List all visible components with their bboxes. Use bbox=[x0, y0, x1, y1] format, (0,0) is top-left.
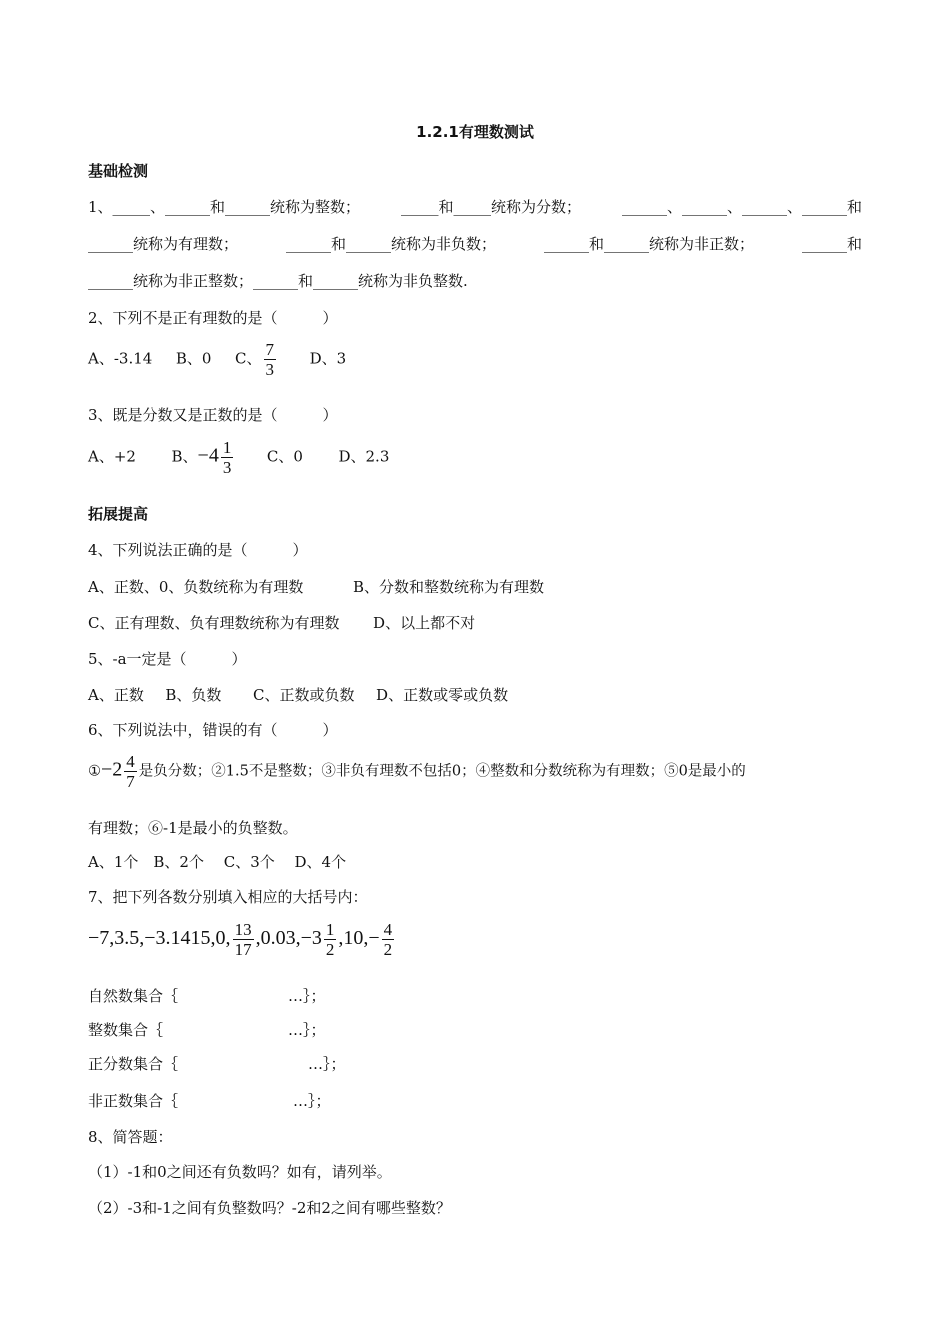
question-4-options-row-2 bbox=[88, 612, 475, 633]
option-b: B、负数 bbox=[165, 686, 222, 704]
set-natural-numbers bbox=[88, 985, 326, 1006]
number-list bbox=[88, 920, 396, 959]
question-6-statements-line-1 bbox=[88, 752, 746, 791]
set-label: 整数集合｛ bbox=[88, 1021, 164, 1039]
question-6-stem: 6、下列说法中，错误的有（ ） bbox=[88, 721, 338, 739]
set-non-positive-numbers bbox=[88, 1090, 331, 1111]
fraction: $\frac{7}{3}$ bbox=[265, 340, 274, 379]
question-3-stem: 3、既是分数又是正数的是（ ） bbox=[88, 406, 338, 424]
q1-text: _____和_____统称为分数； bbox=[401, 198, 582, 216]
fraction: $\frac{4}{7}$ bbox=[126, 752, 135, 791]
option-c: C、正数或负数 bbox=[253, 686, 355, 704]
set-label: 非正数集合｛ bbox=[88, 1092, 179, 1110]
question-8-part-1: （1）-1和0之间还有负数吗？如有，请列举。 bbox=[88, 1163, 392, 1181]
set-label: 自然数集合｛ bbox=[88, 987, 179, 1005]
question-1-line-2 bbox=[88, 233, 862, 254]
set-label: 正分数集合｛ bbox=[88, 1055, 179, 1073]
option-d: D、正数或零或负数 bbox=[376, 686, 509, 704]
set-end: …｝； bbox=[308, 1055, 346, 1073]
question-7-stem: 7、把下列各数分别填入相应的大括号内： bbox=[88, 888, 368, 906]
question-3-options bbox=[88, 438, 389, 477]
question-1-line-3: ______统称为非正整数；______和______统称为非负整数. bbox=[88, 272, 468, 290]
question-4-stem: 4、下列说法正确的是（ ） bbox=[88, 541, 308, 559]
section-heading-extend: 拓展提高 bbox=[88, 505, 149, 523]
q1-text: ______和______统称为非负数； bbox=[285, 235, 496, 253]
number-list-part: ,10,− bbox=[338, 927, 380, 950]
question-4-options-row-1 bbox=[88, 576, 544, 597]
option-a: A、正数、0、负数统称为有理数 bbox=[88, 578, 304, 596]
option-b: B、0 bbox=[175, 349, 212, 368]
q1-text: ______统称为有理数； bbox=[88, 235, 239, 253]
option-c: C、正有理数、负有理数统称为有理数 bbox=[88, 614, 340, 632]
question-2-stem: 2、下列不是正有理数的是（ ） bbox=[88, 309, 338, 327]
q1-text: ______和 bbox=[801, 235, 862, 253]
option-a: A、-3.14 bbox=[88, 349, 153, 368]
question-8-part-2: （2）-3和-1之间有负整数吗？-2和2之间有哪些整数？ bbox=[88, 1199, 451, 1217]
option-b: B、 bbox=[171, 447, 198, 466]
set-end: …｝； bbox=[288, 1021, 326, 1039]
set-end: …｝； bbox=[293, 1092, 331, 1110]
question-2-options bbox=[88, 340, 346, 379]
option-a: A、+2 bbox=[88, 447, 136, 466]
fraction: $\frac{4}{2}$ bbox=[383, 920, 393, 959]
page-title: 1.2.1有理数测试 bbox=[416, 123, 534, 141]
question-6-options: A、1个 B、2个 C、3个 D、4个 bbox=[88, 853, 347, 871]
question-1-line-1 bbox=[88, 196, 862, 217]
fraction: $\frac{1}{3}$ bbox=[222, 438, 232, 477]
option-c: C、0 bbox=[266, 447, 303, 466]
q1-text: 1、_____、______和______统称为整数； bbox=[88, 198, 361, 216]
number-list-part: ,0.03,−3 bbox=[255, 927, 322, 950]
fraction: $\frac{13}{17}$ bbox=[234, 920, 252, 959]
question-5-options bbox=[88, 684, 508, 705]
option-c: C、 bbox=[235, 349, 262, 368]
option-d: D、2.3 bbox=[338, 447, 390, 466]
statement-marker: ① bbox=[88, 763, 101, 780]
set-positive-fractions bbox=[88, 1053, 346, 1074]
question-8-stem: 8、简答题： bbox=[88, 1128, 173, 1146]
number-list-part: −7,3.5,−3.1415,0, bbox=[88, 927, 231, 950]
mixed-number-whole: −2 bbox=[101, 758, 123, 781]
set-end: …｝； bbox=[288, 987, 326, 1005]
section-heading-basic: 基础检测 bbox=[88, 162, 149, 180]
fraction: $\frac{1}{2}$ bbox=[325, 920, 335, 959]
mixed-number-whole: −4 bbox=[197, 444, 219, 467]
question-5-stem: 5、-a一定是（ ） bbox=[88, 650, 247, 668]
q1-text: ______、______、______、______和 bbox=[621, 198, 862, 216]
question-6-statements-line-2: 有理数；⑥-1是最小的负整数。 bbox=[88, 819, 298, 837]
option-b: B、分数和整数统称为有理数 bbox=[352, 578, 544, 596]
option-d: D、以上都不对 bbox=[373, 614, 476, 632]
q1-text: ______和______统称为非正数； bbox=[543, 235, 754, 253]
option-d: D、3 bbox=[309, 349, 347, 368]
statement-text: 是负分数；②1.5不是整数；③非负有理数不包括0；④整数和分数统称为有理数；⑤0是最小的 bbox=[138, 763, 746, 780]
option-a: A、正数 bbox=[88, 686, 144, 704]
set-integers bbox=[88, 1019, 326, 1040]
